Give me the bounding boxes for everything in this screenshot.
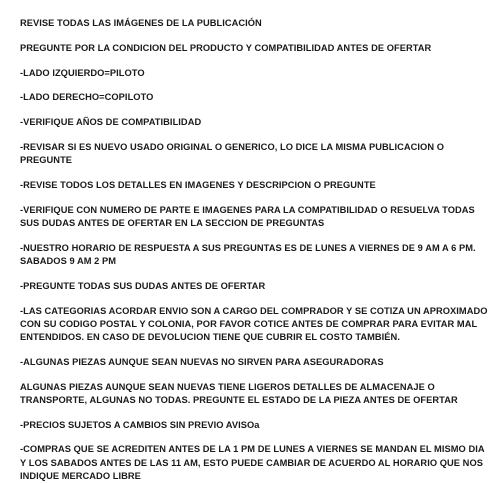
paragraph-insurance: -ALGUNAS PIEZAS AUNQUE SEAN NUEVAS NO SIRVEN PARA ASEGURADORAS — [20, 356, 384, 367]
paragraph-prices: -PRECIOS SUJETOS A CAMBIOS SIN PREVIO AVISOa — [20, 419, 260, 430]
paragraph-ask-condition: PREGUNTE POR LA CONDICION DEL PRODUCTO Y COMPATIBILIDAD ANTES DE OFERTAR — [20, 42, 432, 53]
paragraph-new-used: -REVISAR SI ES NUEVO USADO ORIGINAL O GENERICO, LO DICE LA MISMA PUBLICACION O PREGUNTE — [20, 141, 445, 166]
paragraph-part-number: -VERIFIQUE CON NUMERO DE PARTE E IMAGENES PARA LA COMPATIBILIDAD O RESUELVA TODAS SUS DUDAS ANTES DE OFERTAR EN LA SECCION DE PREGUNTAS — [20, 204, 475, 228]
paragraph-verify-years: -VERIFIQUE AÑOS DE COMPATIBILIDAD — [20, 117, 202, 128]
paragraph-ask-questions: -PREGUNTE TODAS SUS DUDAS ANTES DE OFERTAR — [20, 280, 266, 291]
paragraph-right-side: -LADO DERECHO=COPILOTO — [20, 92, 154, 103]
paragraph-shipping: -LAS CATEGORIAS ACORDAR ENVIO SON A CARGO DEL COMPRADOR Y SE COTIZA UN APROXIMADO CON SU CODIGO POSTAL Y COLONIA, POR FAVOR COTICE ANTES DE COMPRAR PARA EVITAR MAL ENTENDIDOS. EN CASO DE DEVOLUCION TIENE QUE CUBRIR EL COSTO TAMBIÉN. — [20, 305, 488, 342]
paragraph-review-images: REVISE TODAS LAS IMÁGENES DE LA PUBLICACIÓN — [20, 18, 262, 28]
paragraph-dispatch: -COMPRAS QUE SE ACREDITEN ANTES DE LA 1 PM DE LUNES A VIERNES SE MANDAN EL MISMO DIA Y LOS SABADOS ANTES DE LAS 11 AM, ESTO PUEDE CAMBIAR DE ACUERDO AL HORARIO QUE NOS INDIQUE MERCADO LIBRE — [20, 444, 485, 481]
paragraph-left-side: -LADO IZQUIERDO=PILOTO — [20, 67, 145, 78]
paragraph-schedule: -NUESTRO HORARIO DE RESPUESTA A SUS PREGUNTAS ES DE LUNES A VIERNES DE 9 AM A 6 PM. SABADOS 9 AM 2 PM — [20, 242, 476, 266]
paragraph-review-details: -REVISE TODOS LOS DETALLES EN IMAGENES Y DESCRIPCION O PREGUNTE — [20, 179, 376, 190]
paragraph-storage-details: ALGUNAS PIEZAS AUNQUE SEAN NUEVAS TIENE LIGEROS DETALLES DE ALMACENAJE O TRANSPORTE, ALGUNAS NO TODAS. PREGUNTE EL ESTADO DE LA PIEZA ANTES DE OFERTAR — [20, 381, 458, 405]
